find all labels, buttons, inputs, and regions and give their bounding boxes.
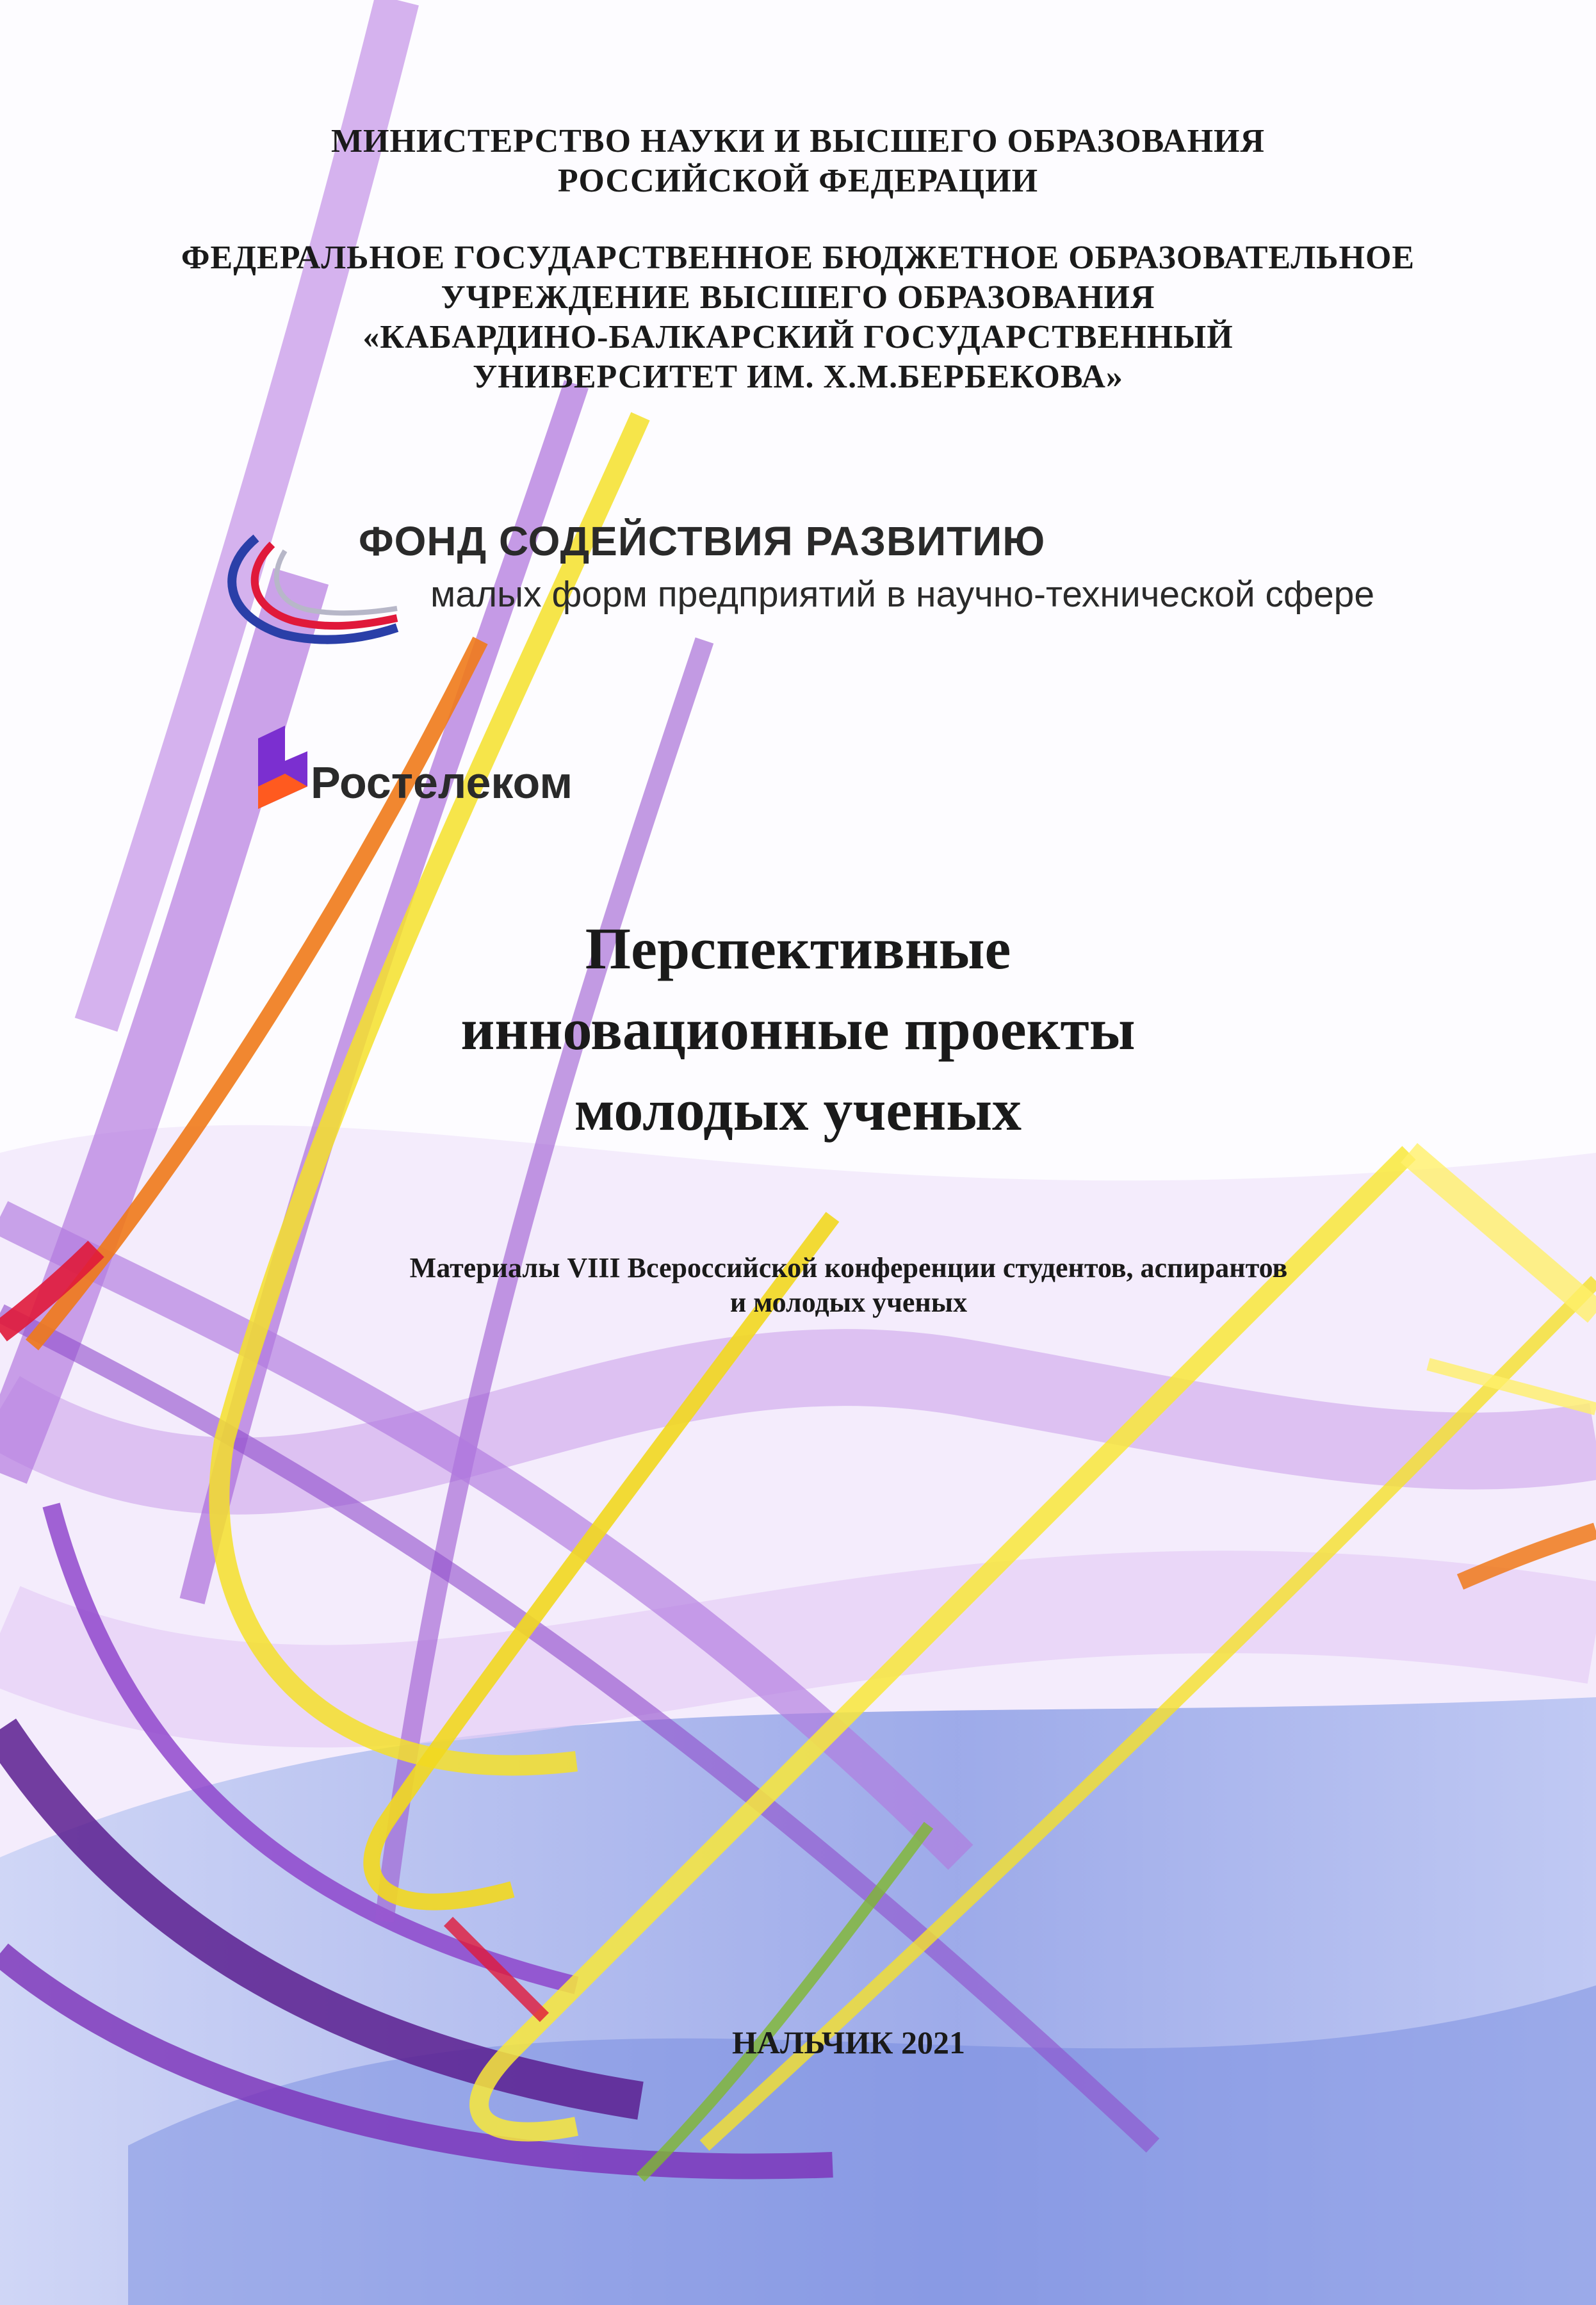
institution-header — [0, 238, 1596, 397]
institution-line-3: «КАБАРДИНО-БАЛКАРСКИЙ ГОСУДАРСТВЕННЫЙ — [362, 319, 1234, 355]
rostelecom-name: Ростелеком — [311, 758, 573, 808]
ministry-line-2: РОССИЙСКОЙ ФЕДЕРАЦИИ — [557, 163, 1039, 199]
subtitle-line-2: и молодых ученых — [729, 1287, 968, 1318]
title-line-2: инновационные проекты — [460, 997, 1136, 1062]
institution-line-1: ФЕДЕРАЛЬНОЕ ГОСУДАРСТВЕННОЕ БЮДЖЕТНОЕ ОБРАЗОВАТЕЛЬНОЕ — [181, 240, 1415, 276]
title-line-1: Перспективные — [585, 916, 1011, 981]
ministry-header — [0, 122, 1596, 201]
title-line-3: молодых ученых — [574, 1077, 1022, 1143]
subtitle-line-1: Материалы VIII Всероссийской конференции студентов, аспирантов — [409, 1252, 1288, 1283]
fond-title: ФОНД СОДЕЙСТВИЯ РАЗВИТИЮ — [359, 518, 1046, 564]
city-year: НАЛЬЧИК 2021 — [731, 2024, 966, 2060]
ministry-line-1: МИНИСТЕРСТВО НАУКИ И ВЫСШЕГО ОБРАЗОВАНИЯ — [330, 123, 1266, 159]
fond-subtitle: малых форм предприятий в научно-технической сфере — [430, 574, 1375, 615]
institution-line-4: УНИВЕРСИТЕТ ИМ. Х.М.БЕРБЕКОВА» — [473, 359, 1123, 395]
conference-subtitle — [0, 1251, 1596, 1320]
book-title — [0, 908, 1596, 1150]
rostelecom-logo-icon — [253, 726, 311, 815]
institution-line-2: УЧРЕЖДЕНИЕ ВЫСШЕГО ОБРАЗОВАНИЯ — [441, 279, 1155, 316]
